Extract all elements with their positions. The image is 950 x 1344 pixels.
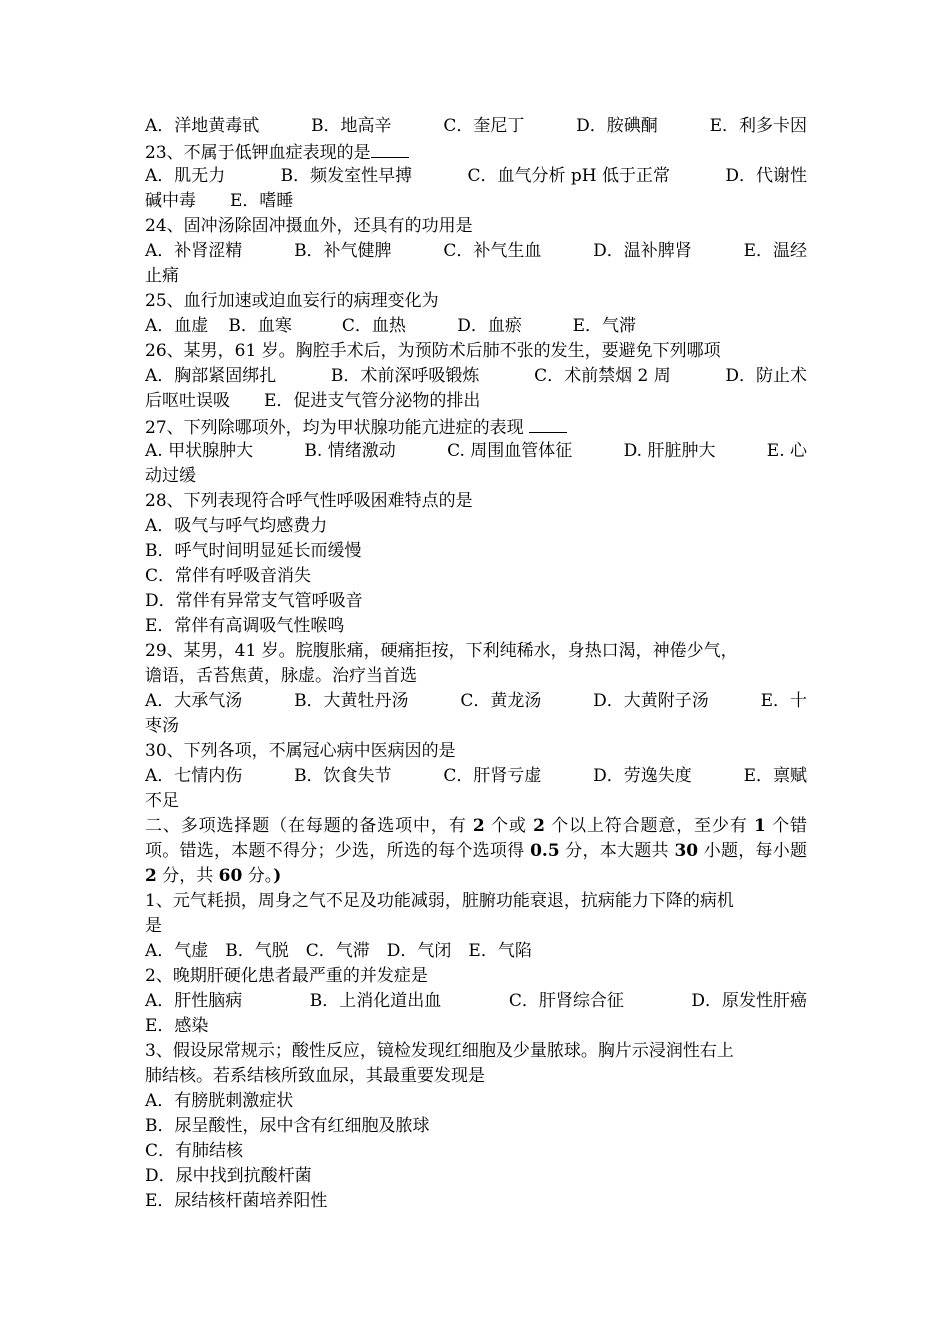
q22-option-d: D．胺碘酮 bbox=[576, 116, 658, 136]
m3-option-e: E．尿结核杆菌培养阳性 bbox=[145, 1191, 328, 1211]
q28-option-b: B．呼气时间明显延长而缓慢 bbox=[145, 541, 362, 561]
q23-option-c: C．血气分析 pH 低于正常 bbox=[467, 166, 670, 186]
q29-option-b: B．大黄牡丹汤 bbox=[294, 691, 409, 711]
m3-option-b: B．尿呈酸性，尿中含有红细胞及脓球 bbox=[145, 1116, 430, 1136]
m2-stem: 2、晚期肝硬化患者最严重的并发症是 bbox=[145, 966, 428, 986]
q27-options bbox=[145, 439, 807, 464]
q29-option-a: A．大承气汤 bbox=[145, 691, 243, 711]
q25-option-c: C．血热 bbox=[341, 316, 406, 336]
section-heading: 二、多项选择题（在每题的备选项中，有 2 个或 2 个以上符合题意，至少有 1 个错项。错选，本题不得分；少选，所选的每个选项得 0.5 分，本大题共 30 小题，每小题 2 分，共 60 分。) bbox=[145, 816, 808, 886]
q22-options bbox=[145, 114, 807, 139]
q28-option-d: D．常伴有异常支气管呼吸音 bbox=[145, 591, 363, 611]
q25-option-a: A．血虚 bbox=[145, 316, 209, 336]
q27-option-d: D. 肝脏肿大 bbox=[623, 441, 716, 461]
q25-option-e: E．气滞 bbox=[572, 316, 637, 336]
m3-option-a: A．有膀胱刺激症状 bbox=[145, 1091, 294, 1111]
q26-option-a: A．胸部紧固绑扎 bbox=[145, 366, 277, 386]
m3-option-c: C．有肺结核 bbox=[145, 1141, 244, 1161]
q30-option-a: A．七情内伤 bbox=[145, 766, 243, 786]
m2-option-b: B．上消化道出血 bbox=[309, 991, 442, 1011]
m1-stem: 1、元气耗损，周身之气不足及功能减弱，脏腑功能衰退，抗病能力下降的病机 bbox=[145, 891, 734, 911]
q29-option-e: E．十 bbox=[760, 691, 807, 711]
q22-option-b: B．地高辛 bbox=[311, 116, 392, 136]
q24-option-c: C．补气生血 bbox=[443, 241, 542, 261]
m3-stem: 3、假设尿常规示；酸性反应，镜检发现红细胞及少量脓球。胸片示浸润性右上 bbox=[145, 1041, 734, 1061]
q28-option-c: C．常伴有呼吸音消失 bbox=[145, 566, 312, 586]
q27-option-e: E. 心 bbox=[766, 441, 807, 461]
q30-stem: 30、下列各项，不属冠心病中医病因的是 bbox=[145, 741, 456, 761]
answer-blank bbox=[371, 139, 409, 158]
q30-option-d: D．劳逸失度 bbox=[593, 766, 692, 786]
q26-option-d: D．防止术 bbox=[725, 366, 807, 386]
m2-option-a: A．肝性脑病 bbox=[145, 991, 243, 1011]
q27-options-cont: 动过缓 bbox=[145, 466, 196, 486]
document-page bbox=[145, 114, 807, 1214]
q30-option-e: E．禀赋 bbox=[743, 766, 807, 786]
q23-option-a: A．肌无力 bbox=[145, 166, 226, 186]
q26-stem: 26、某男，61 岁。胸腔手术后，为预防术后肺不张的发生，要避免下列哪项 bbox=[145, 341, 721, 361]
m3-option-d: D．尿中找到抗酸杆菌 bbox=[145, 1166, 312, 1186]
q24-option-b: B．补气健脾 bbox=[294, 241, 392, 261]
q23-options-cont: 碱中毒 E．嗜睡 bbox=[145, 191, 294, 211]
m3-stem-cont: 肺结核。若系结核所致血尿，其最重要发现是 bbox=[145, 1066, 485, 1086]
q30-options bbox=[145, 764, 807, 789]
q23-stem: 23、不属于低钾血症表现的是 bbox=[145, 139, 807, 164]
q25-option-b: B．血寒 bbox=[228, 316, 292, 336]
q23-option-b: B．频发室性早搏 bbox=[280, 166, 413, 186]
q22-option-c: C．奎尼丁 bbox=[443, 116, 525, 136]
q24-options bbox=[145, 239, 807, 264]
q26-option-b: B．术前深呼吸锻炼 bbox=[330, 366, 480, 386]
m2-option-c: C．肝肾综合征 bbox=[508, 991, 624, 1011]
q26-options-cont: 后呕吐误吸 E．促进支气管分泌物的排出 bbox=[145, 391, 481, 411]
answer-blank bbox=[529, 414, 567, 433]
m2-options bbox=[145, 989, 807, 1014]
m1-stem-cont: 是 bbox=[145, 916, 162, 936]
q28-stem: 28、下列表现符合呼气性呼吸困难特点的是 bbox=[145, 491, 473, 511]
q24-options-cont: 止痛 bbox=[145, 266, 179, 286]
q26-options bbox=[145, 364, 807, 389]
q26-option-c: C．术前禁烟 2 周 bbox=[534, 366, 671, 386]
q24-option-d: D．温补脾肾 bbox=[593, 241, 692, 261]
q30-option-b: B．饮食失节 bbox=[294, 766, 392, 786]
q25-options bbox=[145, 314, 807, 339]
q22-option-a: A．洋地黄毒甙 bbox=[145, 116, 260, 136]
q27-option-c: C. 周围血管体征 bbox=[447, 441, 573, 461]
q22-option-e: E．利多卡因 bbox=[709, 116, 807, 136]
q28-option-e: E．常伴有高调吸气性喉鸣 bbox=[145, 616, 345, 636]
q28-option-a: A．吸气与呼气均感费力 bbox=[145, 516, 328, 536]
q30-options-cont: 不足 bbox=[145, 791, 179, 811]
m2-options-cont: E．感染 bbox=[145, 1016, 209, 1036]
q29-option-d: D．大黄附子汤 bbox=[593, 691, 709, 711]
q29-option-c: C．黄龙汤 bbox=[460, 691, 542, 711]
q25-option-d: D．血瘀 bbox=[457, 316, 522, 336]
q24-option-e: E．温经 bbox=[743, 241, 807, 261]
q24-option-a: A．补肾涩精 bbox=[145, 241, 243, 261]
q29-stem: 29、某男，41 岁。脘腹胀痛，硬痛拒按，下利纯稀水，身热口渴，神倦少气， bbox=[145, 641, 738, 661]
q27-option-a: A. 甲状腺肿大 bbox=[145, 441, 254, 461]
m2-option-d: D．原发性肝癌 bbox=[691, 991, 807, 1011]
q23-option-d: D．代谢性 bbox=[725, 166, 807, 186]
q27-option-b: B. 情绪激动 bbox=[304, 441, 396, 461]
q25-stem: 25、血行加速或迫血妄行的病理变化为 bbox=[145, 291, 439, 311]
m1-options: A．气虚 B．气脱 C．气滞 D．气闭 E．气陷 bbox=[145, 941, 532, 961]
q27-stem: 27、下列除哪项外，均为甲状腺功能亢进症的表现 bbox=[145, 414, 807, 439]
q29-options bbox=[145, 689, 807, 714]
q29-stem-cont: 谵语，舌苔焦黄，脉虚。治疗当首选 bbox=[145, 666, 417, 686]
q24-stem: 24、固冲汤除固冲摄血外，还具有的功用是 bbox=[145, 216, 473, 236]
q23-options bbox=[145, 164, 807, 189]
q29-options-cont: 枣汤 bbox=[145, 716, 179, 736]
q30-option-c: C．肝肾亏虚 bbox=[443, 766, 542, 786]
